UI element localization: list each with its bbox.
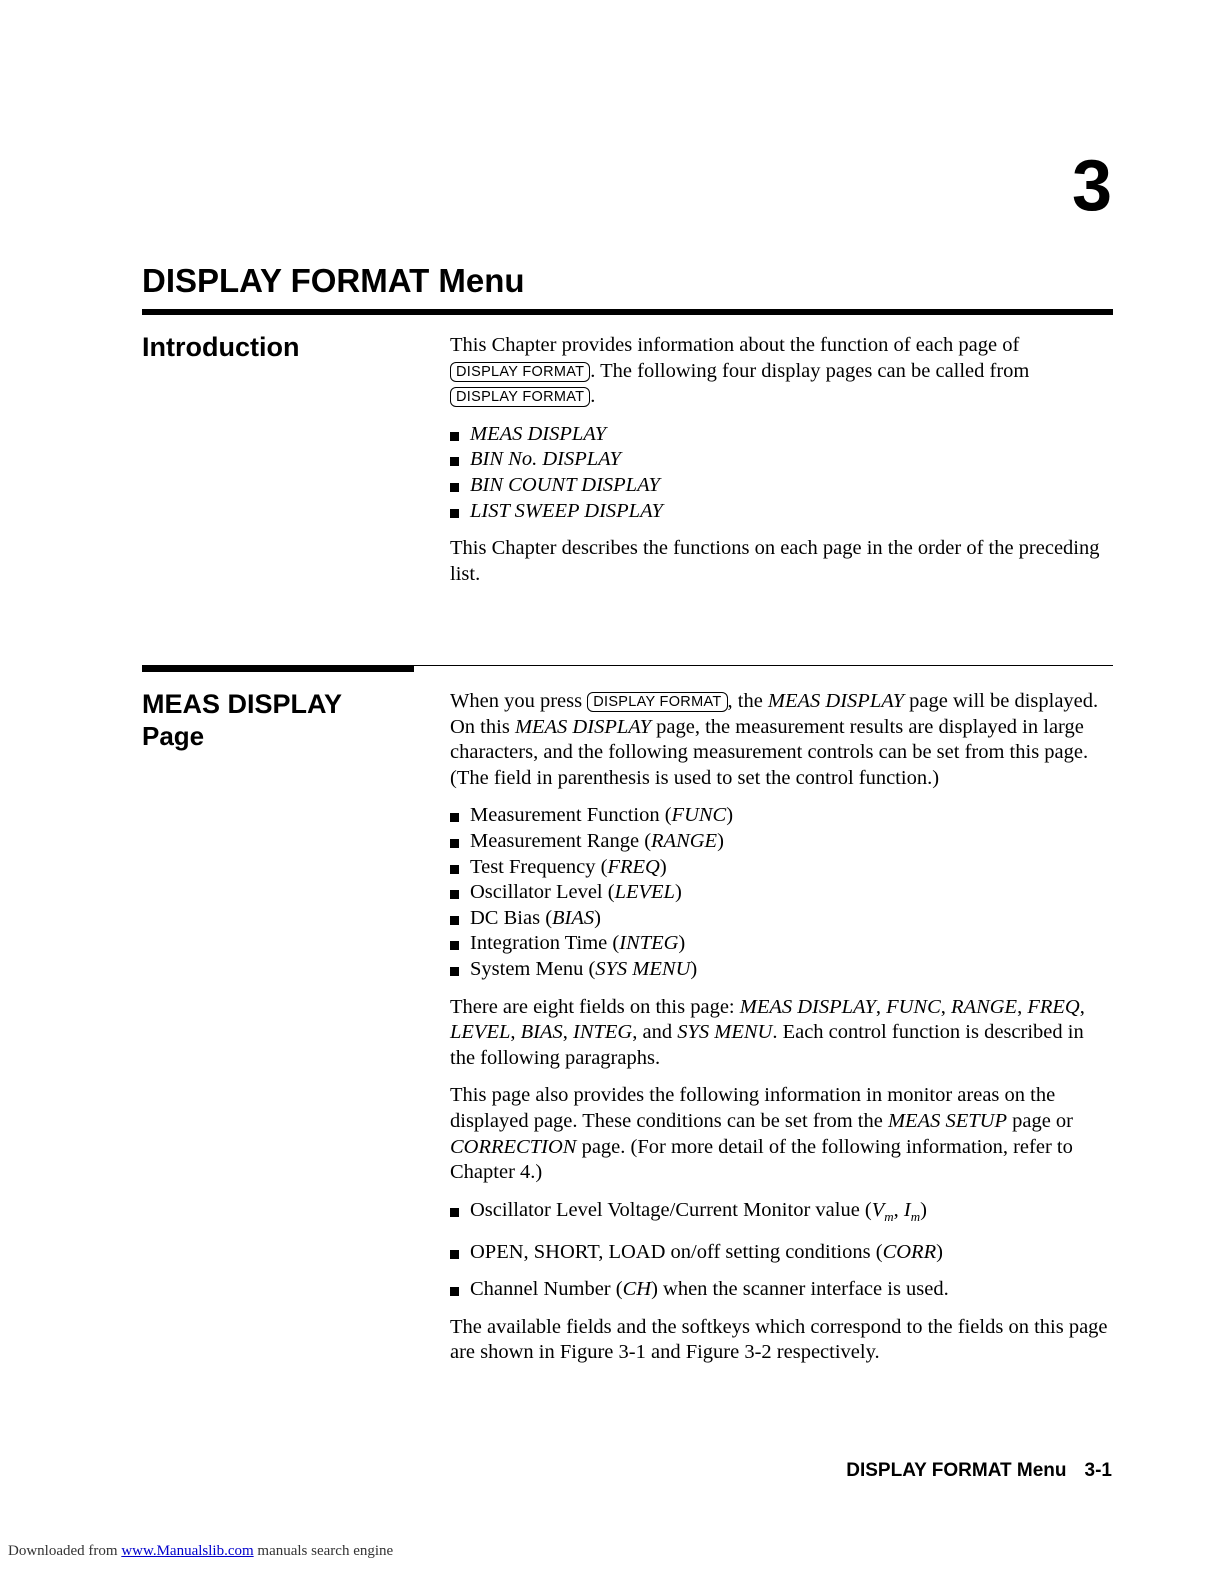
footer-title: DISPLAY FORMAT Menu <box>846 1460 1067 1481</box>
controls-list <box>450 803 1112 982</box>
text: Measurement Range <box>470 829 640 852</box>
field-name: LEVEL <box>614 881 675 904</box>
list-item: MEAS DISPLAY <box>450 422 1112 448</box>
field-name: MEAS SETUP <box>887 1109 1007 1132</box>
page-number: 3-1 <box>1084 1460 1112 1481</box>
field-name: BIAS <box>552 906 595 929</box>
manualslib-link[interactable]: www.Manualslib.com <box>121 1543 254 1559</box>
field-name: SYS MENU <box>677 1021 773 1044</box>
text: This page also provides the following information in monitor areas on the displayed page. These conditions can be set from the <box>450 1084 1056 1132</box>
field-name: MEAS DISPLAY <box>767 690 905 712</box>
text: Measurement Function <box>470 804 660 827</box>
list-item: Test Frequency (FREQ) <box>450 855 1112 881</box>
chapter-title: DISPLAY FORMAT Menu <box>142 262 525 299</box>
field-name: RANGE <box>651 829 718 852</box>
display-format-key: DISPLAY FORMAT <box>450 387 590 407</box>
text: There are eight fields on this page: <box>450 995 735 1018</box>
symbol: I <box>903 1198 911 1221</box>
field-name: INTEG <box>619 932 679 955</box>
page-footer <box>846 1460 1112 1482</box>
field-name: FREQ <box>1027 995 1080 1018</box>
introduction-heading: Introduction <box>142 332 300 362</box>
meas-display-para3 <box>450 1083 1112 1185</box>
meas-display-heading <box>142 688 342 752</box>
field-name: FUNC <box>886 995 941 1018</box>
text: Integration Time <box>470 932 608 955</box>
list-item: BIN COUNT DISPLAY <box>450 473 1112 499</box>
subscript: m <box>910 1208 921 1224</box>
meas-display-para2: There are eight fields on this page: MEAS DISPLAY, FUNC, RANGE, FREQ, LEVEL, BIAS, INTEG, and SYS MENU. Each control function is described in the following paragraphs. <box>450 995 1085 1069</box>
list-item: Measurement Range (RANGE) <box>450 829 1112 855</box>
list-item: Channel Number (CH) when the scanner interface is used. <box>450 1277 1112 1303</box>
field-name: FUNC <box>671 804 727 827</box>
introduction-para1 <box>450 333 1112 410</box>
monitor-list <box>450 1198 1112 1303</box>
text: When you press <box>450 690 583 712</box>
field-name: SYS MENU <box>595 957 691 980</box>
field-name: BIAS <box>520 1021 563 1044</box>
text: . Each control function is described in the following paragraphs. <box>450 1021 1084 1069</box>
text: when the scanner interface is used. <box>663 1277 949 1300</box>
field-name: MEAS DISPLAY <box>739 995 876 1018</box>
meas-display-body <box>450 689 1112 1378</box>
text: page. (For more detail of the following information, refer to Chapter 4.) <box>450 1135 1073 1184</box>
text: manuals search engine <box>257 1543 394 1559</box>
text: Channel Number <box>470 1277 611 1300</box>
field-name: RANGE <box>951 995 1018 1018</box>
heading-line: Page <box>142 721 205 751</box>
text: DC Bias <box>470 906 541 929</box>
display-format-key: DISPLAY FORMAT <box>450 362 590 382</box>
text: Oscillator Level Voltage/Current Monitor value <box>470 1198 860 1221</box>
field-name: CORR <box>882 1241 937 1264</box>
text: OPEN, SHORT, LOAD on/off setting conditions <box>470 1241 871 1264</box>
download-note <box>8 1543 393 1560</box>
field-name: FREQ <box>607 855 660 878</box>
meas-display-para1 <box>450 689 1112 791</box>
text: Downloaded from <box>8 1543 118 1559</box>
text: Test Frequency <box>470 855 596 878</box>
list-item: Measurement Function (FUNC) <box>450 803 1112 829</box>
display-pages-list <box>450 422 1112 524</box>
display-format-key: DISPLAY FORMAT <box>587 692 727 712</box>
list-item: System Menu (SYS MENU) <box>450 957 1112 983</box>
list-item: OPEN, SHORT, LOAD on/off setting conditions (CORR) <box>450 1240 1112 1266</box>
list-item: LIST SWEEP DISPLAY <box>450 499 1112 525</box>
meas-display-para4: The available fields and the softkeys which correspond to the fields on this page are shown in Figure 3-1 and Figure 3-2 respectively. <box>450 1315 1108 1364</box>
text: page will be displayed. On this <box>450 690 1099 738</box>
heading-line: MEAS DISPLAY <box>142 689 343 719</box>
chapter-number: 3 <box>1071 146 1112 226</box>
text: This Chapter provides information about the function of each page of <box>450 334 1020 356</box>
text: Oscillator Level <box>470 881 603 904</box>
text: . <box>590 385 596 408</box>
introduction-body <box>450 333 1112 599</box>
title-rule <box>142 309 1113 315</box>
text: . The following four display pages can be called from <box>590 359 1030 382</box>
field-name: MEAS DISPLAY <box>514 715 652 738</box>
list-item: Oscillator Level (LEVEL) <box>450 880 1112 906</box>
list-item: Integration Time (INTEG) <box>450 931 1112 957</box>
list-item: Oscillator Level Voltage/Current Monitor value ($V_m$, $I_m$) <box>450 1198 1112 1230</box>
text: page, the measurement results are displayed in large characters, and the following measurement controls can be set from this page. (The field in parenthesis is used to set the control function.) <box>450 715 1089 789</box>
field-name: LEVEL <box>450 1021 511 1044</box>
field-name: INTEG <box>573 1021 633 1044</box>
field-name: CORRECTION <box>450 1135 577 1158</box>
subscript: m <box>884 1208 894 1224</box>
introduction-para2: This Chapter describes the functions on each page in the order of the preceding list. <box>450 537 1100 585</box>
list-item: BIN No. DISPLAY <box>450 447 1112 473</box>
symbol: V <box>871 1198 885 1221</box>
section-rule <box>414 665 1113 666</box>
text: , the <box>727 690 763 712</box>
section-rule <box>142 665 414 672</box>
list-item: DC Bias (BIAS) <box>450 906 1112 932</box>
field-name: CH <box>622 1277 652 1300</box>
text: and <box>642 1021 673 1044</box>
text: page or <box>1012 1109 1073 1132</box>
text: System Menu <box>470 957 584 980</box>
